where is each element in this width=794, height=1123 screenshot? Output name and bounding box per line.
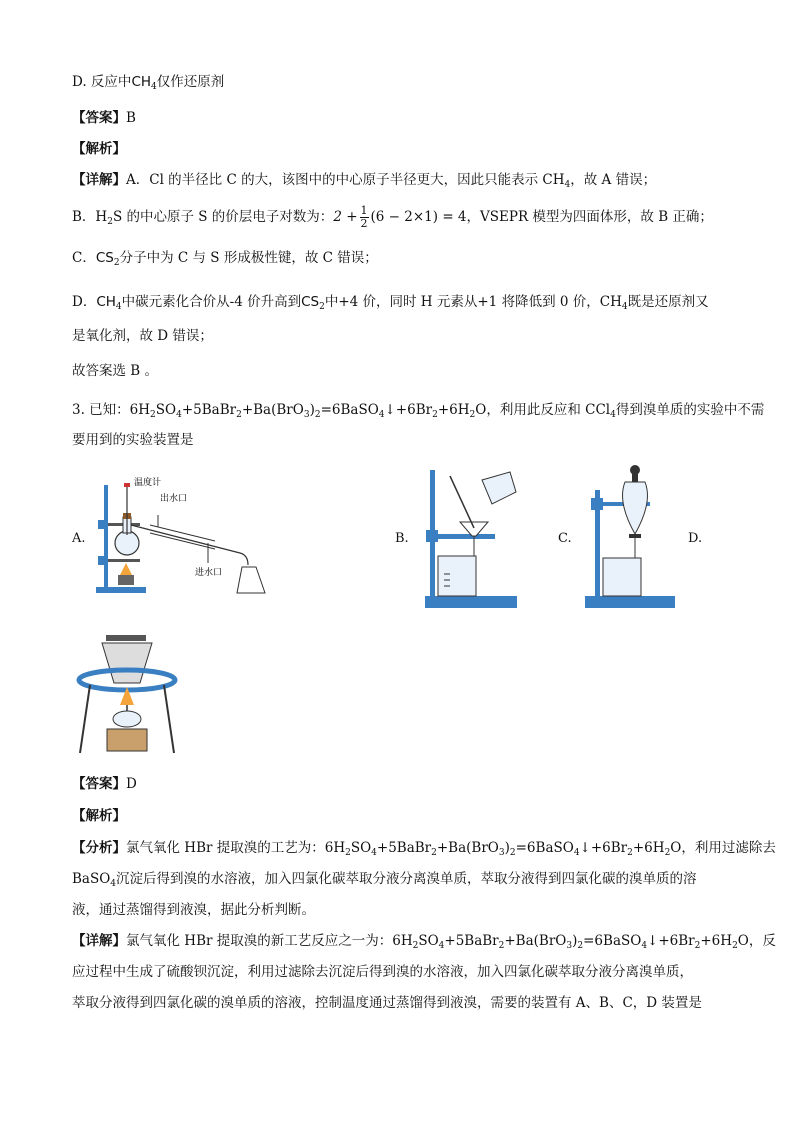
detail-2-line-2: 应过程中生成了硫酸钡沉淀，利用过滤除去沉淀后得到溴的水溶液，加入四氯化碳萃取分液分离溴单质， xyxy=(72,964,693,980)
water-inlet-label: 进水口 xyxy=(195,568,223,578)
question-3-line-1: 3. 已知：$6H_2SO_4+5BaBr_2+Ba(BrO_3)_2=6BaSO_4↓+6Br_2+6H_2O$，利用此反应和 CCl$_4$得到溴单质的实验中不需 xyxy=(72,402,765,420)
answer-line-2: 【答案】D xyxy=(72,776,137,792)
distillation-apparatus xyxy=(90,475,275,600)
answer-line-1: 【答案】B xyxy=(72,110,136,126)
fraction-one-half: $\frac{1}{2}$ xyxy=(360,204,368,230)
option-d-line: D. 反应中$CH_4$仅作还原剂 xyxy=(72,74,225,92)
filtration-apparatus xyxy=(420,462,520,612)
detail-2-line-1: 【详解】氯气氧化 HBr 提取溴的新工艺反应之一为：$6H_2SO_4+5BaBr_2+Ba(BrO_3)_2=6BaSO_4↓+6Br_2+6H_2O$，反 xyxy=(72,933,776,951)
fenxi-line-2: BaSO$_4$沉淀后得到溴的水溶液，加入四氯化碳萃取分液分离溴单质，萃取分液得到四氯化碳的溴单质的溶 xyxy=(72,871,697,889)
analysis-heading-2: 【解析】 xyxy=(72,808,126,824)
option-c-label: C. xyxy=(558,531,572,546)
analysis-heading-1: 【解析】 xyxy=(72,141,126,157)
question-3-line-2: 要用到的实验装置是 xyxy=(72,432,194,448)
option-a-label: A. xyxy=(72,531,86,546)
detail-c-line: C．$CS_2$分子中为 C 与 S 形成极性键，故 C 错误； xyxy=(72,250,378,268)
detail-a-line: 【详解】A．Cl 的半径比 C 的大，该图中的中心原子半径更大，因此只能表示 $CH_4$，故 A 错误； xyxy=(72,172,657,190)
detail-d-line-2: 是氧化剂，故 D 错误； xyxy=(72,328,213,344)
separatory-funnel-apparatus xyxy=(585,462,680,612)
detail-b-line: B．$H_2S$ 的中心原子 S 的价层电子对数为：2 + $\frac{1}{2}$ (6 − 2×1) = 4，VSEPR 模型为四面体形，故 B 正确； xyxy=(72,204,713,230)
option-d-label: D. xyxy=(688,531,703,546)
thermometer-label: 温度计 xyxy=(134,478,162,488)
fenxi-line-3: 液，通过蒸馏得到液溴，据此分析判断。 xyxy=(72,902,315,918)
detail-2-line-3: 萃取分液得到四氯化碳的溴单质的溶液，控制温度通过蒸馏得到液溴，需要的装置有 A、B、C，D 装置是 xyxy=(72,995,702,1011)
crucible-heating-apparatus xyxy=(72,625,187,760)
water-outlet-label: 出水口 xyxy=(160,494,188,504)
fenxi-line-1: 【分析】氯气氧化 HBr 提取溴的工艺为：$6H_2SO_4+5BaBr_2+Ba(BrO_3)_2=6BaSO_4↓+6Br_2+6H_2O$，利用过滤除去 xyxy=(72,840,776,858)
option-b-label: B. xyxy=(395,531,409,546)
conclusion-line: 故答案选 B 。 xyxy=(72,363,159,379)
detail-d-line-1: D．$CH_4$中碳元素化合价从-4 价升高到$CS_2$中+4 价，同时 H 元素从+1 将降低到 0 价，$CH_4$既是还原剂又 xyxy=(72,294,709,312)
